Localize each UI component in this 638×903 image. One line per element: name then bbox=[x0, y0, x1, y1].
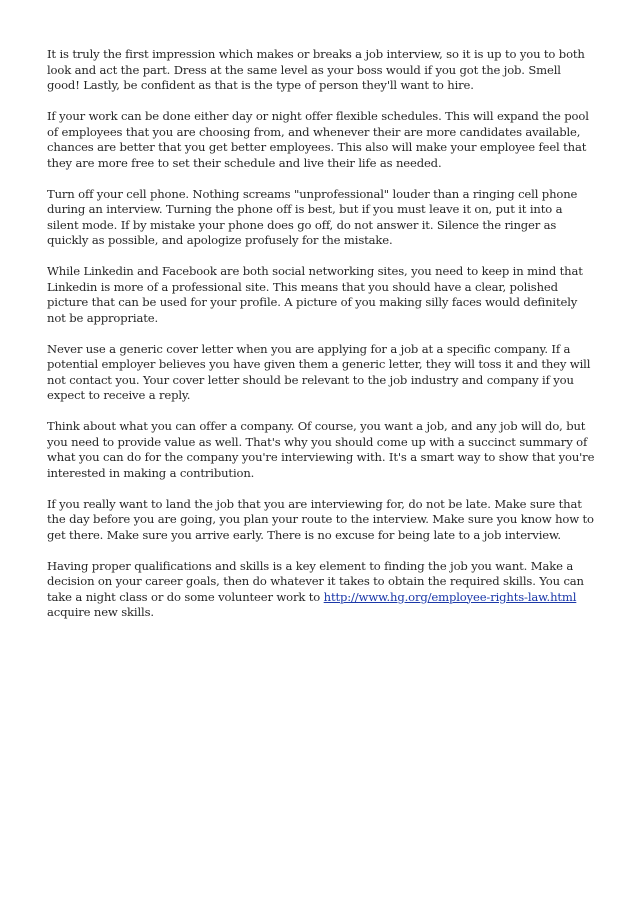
paragraph-offer-value: Think about what you can offer a company. Of course, you want a job, and any job will do, but you need to provide value as well. That's why you should come up with a succinct summary of what you can do for the company you're interviewing with. It's a smart way to show that you're interested in making a contribution. bbox=[47, 419, 595, 480]
paragraph-first-impression: It is truly the first impression which makes or breaks a job interview, so it is up to you to both look and act the part. Dress at the same level as your boss would if you got the job. Smell good! Lastly, be confident as that is the type of person they'll want to hire. bbox=[47, 47, 585, 92]
document-page bbox=[47, 47, 595, 636]
paragraph-cover-letter: Never use a generic cover letter when you are applying for a job at a specific company. If a potential employer believes you have given them a generic letter, they will toss it and they will not contact you. Your cover letter should be relevant to the job industry and company if you expect to receive a reply. bbox=[47, 341, 591, 402]
paragraph-qualifications-tail: acquire new skills. bbox=[47, 605, 154, 619]
paragraph-do-not-be-late: If you really want to land the job that you are interviewing for, do not be late. Make sure that the day before you are going, you plan your route to the interview. Make sure you know how to get there. Make sure you arrive early. There is no excuse for being late to a job interview. bbox=[47, 496, 594, 542]
paragraph-qualifications-text: Having proper qualifications and skills is a key element to finding the job you want. Make a decision on your career goals, then do whatever it takes to obtain the required skills. You can take a night class or do some volunteer work to bbox=[47, 558, 584, 604]
paragraph-flexible-schedules: If your work can be done either day or night offer flexible schedules. This will expand the pool of employees that you are choosing from, and whenever their are more candidates available, chances are better that you get better employees. This also will make your employee feel that they are more free to set their schedule and live their life as needed. bbox=[47, 109, 589, 170]
employee-rights-link[interactable]: http://www.hg.org/employee-rights-law.html bbox=[323, 589, 577, 604]
paragraph-cell-phone: Turn off your cell phone. Nothing screams "unprofessional" louder than a ringing cell phone during an interview. Turning the phone off is best, but if you must leave it on, put it into a silent mode. If by mistake your phone does go off, do not answer it. Silence the ringer as quickly as possible, and apologize profusely for the mistake. bbox=[47, 186, 578, 247]
paragraph-linkedin: While Linkedin and Facebook are both social networking sites, you need to keep in mind that Linkedin is more of a professional site. This means that you should have a clear, polished picture that can be used for your profile. A picture of you making silly faces would definitely not be appropriate. bbox=[47, 264, 583, 325]
paragraph-qualifications bbox=[47, 559, 595, 621]
